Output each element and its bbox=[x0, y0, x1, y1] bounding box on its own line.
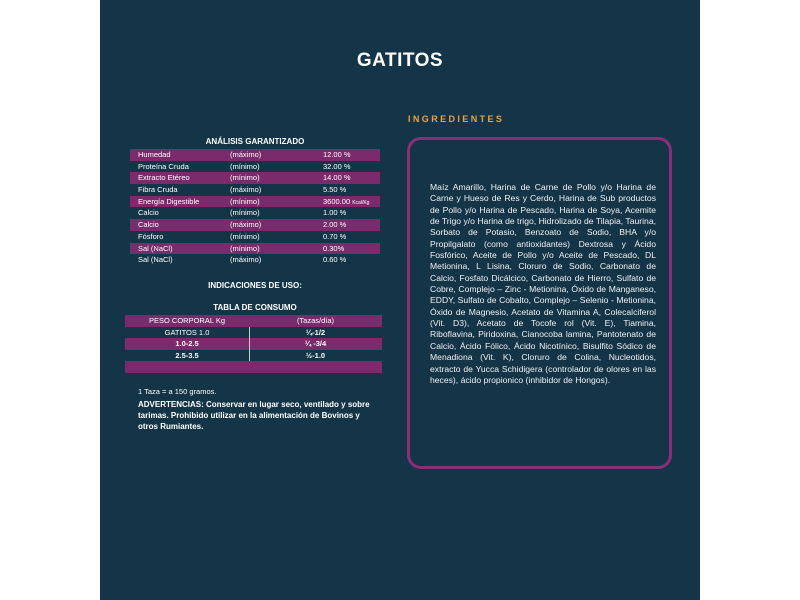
weight-cell: GATITOS 1.0 bbox=[164, 327, 210, 337]
nutrient-name: Energía Digestible bbox=[138, 196, 200, 206]
nutrient-qualifier: (mínimo) bbox=[230, 173, 260, 183]
consumption-table bbox=[125, 315, 382, 373]
nutrient-qualifier: (mínimo) bbox=[230, 243, 260, 253]
ingredients-text: Maíz Amarillo, Harina de Carne de Pollo y/o Harina de Carne y Hueso de Res y Cerdo, Harina de Sub productos de Pollo y/o Harina de Pescado, Harina de Soya, Acemite de Trigo y/o Harina de trigo, Hidrolizado de Tilapia, Taurina, Sorbato de Potasio, Benzoato de Sodio, BHA y/o Propilgalato (como antioxidantes) Dextrosa y Ácido Fosfórico, Aceite de Pollo y/o Aceite de Pescado, DL Metionina, L Lisina, Cloruro de Sodio, Carbonato de Calcio, Fosfato Dicálcico, Carbonato de Hierro, Sulfato de Cobre, Complejo – Zinc - Metionina, Óxido de Manganeso, EDDY, Sulfato de Cobalto, Complejo – Selenio - Metionina, Óxido de Magnesio, Acetato de Vitamina A, Colecalciferol (Vit. D3), Acetato de Tocofe rol (Vit. E), Tiamina, Riboflavina, Piridoxina, Cianocoba lamina, Pantotenato de Calcio, Ácido Fólico, Ácido Nicotínico, Bisulfito Sódico de Menadiona (Vit. K), Cloruro de Colina, Nucleotidos, extracto de Yucca Schidigera (controlador de olores en las heces), ácido propionico (inhibidor de Hongos). bbox=[430, 182, 656, 385]
nutrient-value: 1.00 % bbox=[323, 208, 347, 218]
analysis-row bbox=[130, 149, 380, 161]
column-divider bbox=[249, 327, 250, 362]
analysis-row bbox=[130, 196, 380, 208]
weight-cell: 2.5-3.5 bbox=[175, 350, 199, 360]
product-title: GATITOS bbox=[356, 50, 444, 71]
nutrient-value: 5.50 % bbox=[323, 185, 347, 195]
nutrient-value: 12.00 % bbox=[323, 150, 351, 159]
analysis-row bbox=[130, 161, 380, 173]
nutrient-unit: Kcal/Kg bbox=[352, 199, 370, 206]
cups-cell: ½-1.0 bbox=[305, 350, 326, 360]
weight-cell: 1.0-2.5 bbox=[175, 339, 199, 348]
nutrient-value: 0.70 % bbox=[323, 231, 347, 241]
analysis-row bbox=[130, 184, 380, 196]
label-panel bbox=[100, 0, 700, 600]
cups-cell: ¼ -3/4 bbox=[304, 339, 327, 348]
analysis-row bbox=[130, 172, 380, 184]
col-cups-header: (Tazas/día) bbox=[296, 316, 335, 325]
nutrient-value: 14.00 % bbox=[323, 173, 351, 183]
cups-cell: ¼-1/2 bbox=[305, 327, 326, 337]
nutrient-name: Humedad bbox=[138, 150, 171, 159]
nutrient-name: Calcio bbox=[138, 220, 159, 230]
nutrient-value: 32.00 % bbox=[323, 161, 351, 171]
consumption-row bbox=[125, 327, 382, 339]
analysis-row bbox=[130, 231, 380, 243]
analysis-row bbox=[130, 207, 380, 219]
nutrient-name: Fibra Cruda bbox=[138, 185, 178, 195]
nutrient-name: Extracto Etéreo bbox=[138, 173, 190, 183]
nutrient-qualifier: (mínimo) bbox=[230, 161, 260, 171]
nutrient-qualifier: (mínimo) bbox=[230, 208, 260, 218]
warning-text: ADVERTENCIAS: Conservar en lugar seco, ventilado y sobre tarimas. Prohibido utilizar en la alimentación de Bovinos y otros Rumiantes. bbox=[138, 400, 370, 431]
analysis-table bbox=[130, 149, 380, 266]
nutrient-qualifier: (mínimo) bbox=[230, 196, 260, 206]
nutrient-name: Fósforo bbox=[138, 231, 164, 241]
consumption-row bbox=[125, 350, 382, 362]
analysis-row bbox=[130, 243, 380, 255]
nutrient-qualifier: (máximo) bbox=[230, 220, 262, 230]
nutrient-value: 2.00 % bbox=[323, 220, 347, 230]
consumption-row bbox=[125, 338, 382, 350]
nutrient-value: 0.30% bbox=[323, 243, 345, 253]
col-weight-header: PESO CORPORAL Kg bbox=[149, 316, 225, 325]
nutrient-value: 0.60 % bbox=[323, 255, 347, 265]
analysis-row bbox=[130, 254, 380, 266]
cup-note: 1 Taza = a 150 gramos. bbox=[138, 387, 217, 396]
nutrient-name: Sal (NaCl) bbox=[138, 255, 173, 265]
nutrient-qualifier: (máximo) bbox=[230, 150, 262, 159]
nutrient-qualifier: (máximo) bbox=[230, 255, 262, 265]
consumption-header-row bbox=[125, 315, 382, 327]
analysis-heading: ANÁLISIS GARANTIZADO bbox=[205, 137, 305, 146]
analysis-row bbox=[130, 219, 380, 231]
nutrient-value: 3600.00 bbox=[323, 196, 351, 206]
nutrient-qualifier: (máximo) bbox=[230, 185, 262, 195]
consumption-table-heading: TABLA DE CONSUMO bbox=[213, 303, 297, 312]
nutrient-name: Proteína Cruda bbox=[138, 161, 189, 171]
nutrient-name: Sal (NaCl) bbox=[138, 243, 173, 253]
usage-heading: INDICACIONES DE USO: bbox=[208, 281, 302, 290]
ingredients-heading: INGREDIENTES bbox=[408, 114, 505, 124]
nutrient-name: Calcio bbox=[138, 208, 159, 218]
nutrient-qualifier: (mínimo) bbox=[230, 231, 260, 241]
table-footer-bar bbox=[125, 361, 382, 373]
